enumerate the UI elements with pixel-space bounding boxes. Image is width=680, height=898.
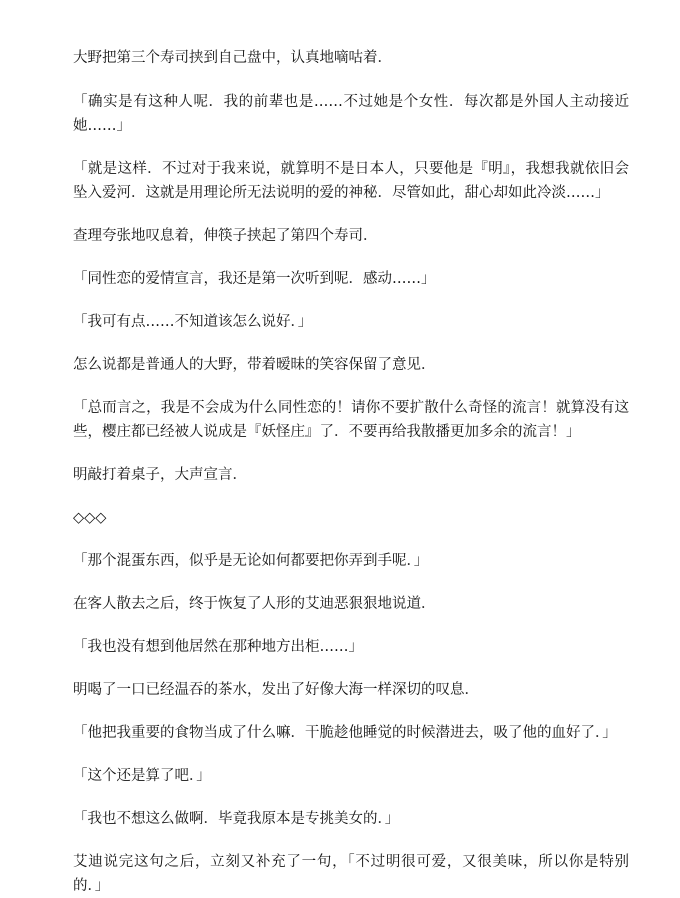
paragraph: 查理夸张地叹息着，伸筷子挟起了第四个寿司． [73,228,378,244]
paragraph: 怎么说都是普通人的大野，带着暧昧的笑容保留了意见． [73,357,436,373]
scene-break: ◇◇◇ [73,510,107,526]
paragraph: 「我也不想这么做啊．毕竟我原本是专挑美女的．」 [73,811,400,827]
paragraph: 大野把第三个寿司挟到自己盘中，认真地嘀咕着． [73,50,392,66]
paragraph: 「就是这样．不过对于我来说，就算明不是日本人，只要他是『明』，我想我就依旧会坠入爱河．这就是用理论所无法说明的爱的神秘．尽管如此，甜心却如此冷淡……」 [73,161,629,201]
paragraph: 明喝了一口已经温吞的茶水，发出了好像大海一样深切的叹息． [73,682,479,698]
paragraph: 「那个混蛋东西，似乎是无论如何都要把你弄到手呢．」 [73,553,429,569]
paragraph: 「这个还是算了吧．」 [73,768,211,784]
paragraph: 艾迪说完这句之后，立刻又补充了一句，「不过明很可爱，又很美味，所以你是特别的．」 [73,854,629,894]
paragraph: 「确实是有这种人呢．我的前辈也是……不过她是个女性．每次都是外国人主动接近她……」 [73,94,629,134]
paragraph: 「同性恋的爱情宣言，我还是第一次听到呢．感动……」 [73,271,436,287]
novel-page [73,46,629,898]
paragraph: 明敲打着桌子，大声宣言． [73,467,247,483]
paragraph: 「我也没有想到他居然在那种地方出柜……」 [73,639,363,655]
paragraph: 「我可有点……不知道该怎么说好．」 [73,314,313,330]
paragraph: 「总而言之，我是不会成为什么同性恋的！请你不要扩散什么奇怪的流言！就算没有这些，樱庄都已经被人说成是『妖怪庄』了．不要再给我散播更加多余的流言！」 [73,400,629,440]
paragraph: 在客人散去之后，终于恢复了人形的艾迪恶狠狠地说道． [73,596,436,612]
paragraph: 「他把我重要的食物当成了什么嘛．干脆趁他睡觉的时候潜进去，吸了他的血好了．」 [73,725,617,741]
